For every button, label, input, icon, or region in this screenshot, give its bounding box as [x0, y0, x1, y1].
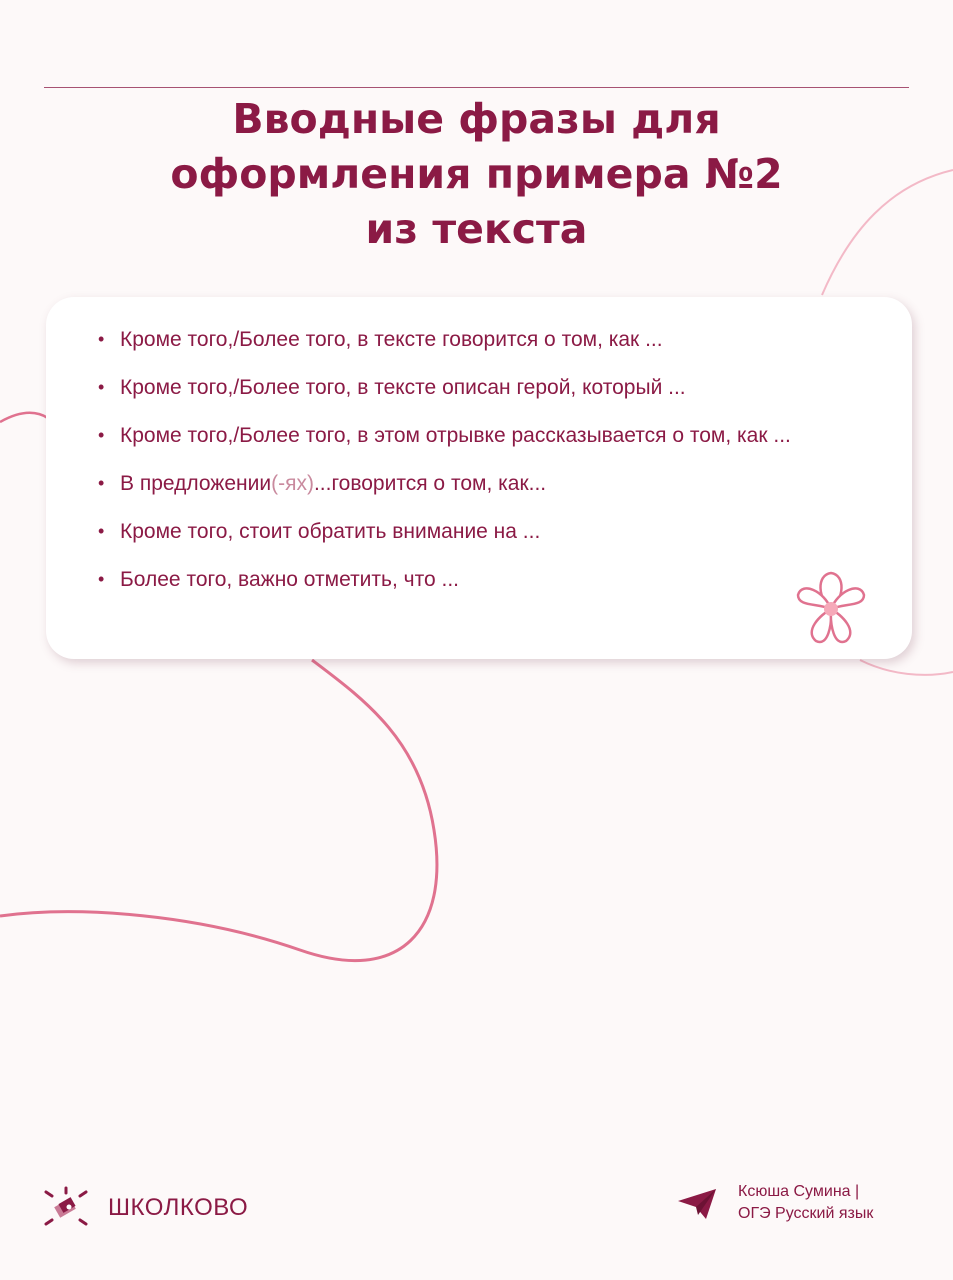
phrase-text: В предложении: [120, 472, 272, 495]
top-divider: [44, 87, 909, 88]
logo: [42, 1186, 248, 1230]
author-subject: ОГЭ Русский язык: [738, 1205, 874, 1222]
list-item: [98, 469, 880, 498]
logo-icon: [42, 1186, 90, 1230]
list-item: [98, 565, 880, 594]
title-line-1: Вводные фразы для: [232, 95, 721, 143]
author-block: [676, 1181, 873, 1225]
phrase-tail: ...говорится о том, как...: [313, 472, 547, 495]
bullet: •: [98, 329, 105, 349]
phrase-text: Кроме того,/Более того, в этом отрывке рассказывается о том, как ...: [120, 424, 791, 447]
phrase-text: Кроме того,/Более того, в тексте говорится о том, как ...: [120, 328, 663, 351]
title-line-3: из текста: [365, 205, 588, 253]
page-title: [0, 92, 953, 257]
phrase-text: Кроме того,/Более того, в тексте описан герой, который ...: [120, 376, 686, 399]
phrase-text: Более того, важно отметить, что ...: [120, 568, 459, 591]
phrases-card: [46, 297, 912, 659]
list-item: [98, 517, 880, 546]
list-item: [98, 325, 880, 354]
paper-plane-icon: [676, 1185, 718, 1221]
bullet: •: [98, 377, 105, 397]
logo-text: ШКОЛКОВО: [108, 1194, 249, 1221]
title-line-2: оформления примера №2: [170, 150, 783, 198]
list-item: [98, 373, 880, 402]
author-text: [738, 1181, 873, 1225]
bullet: •: [98, 425, 105, 445]
bullet: •: [98, 521, 105, 541]
phrases-list: [98, 325, 880, 613]
bullet: •: [98, 473, 105, 493]
phrase-plural-suffix: (-ях): [271, 472, 314, 495]
phrase-text: Кроме того, стоит обратить внимание на ...: [120, 520, 541, 543]
author-name: Ксюша Сумина |: [738, 1183, 860, 1200]
bullet: •: [98, 569, 105, 589]
list-item: [98, 421, 820, 450]
flower-icon: [794, 569, 868, 653]
